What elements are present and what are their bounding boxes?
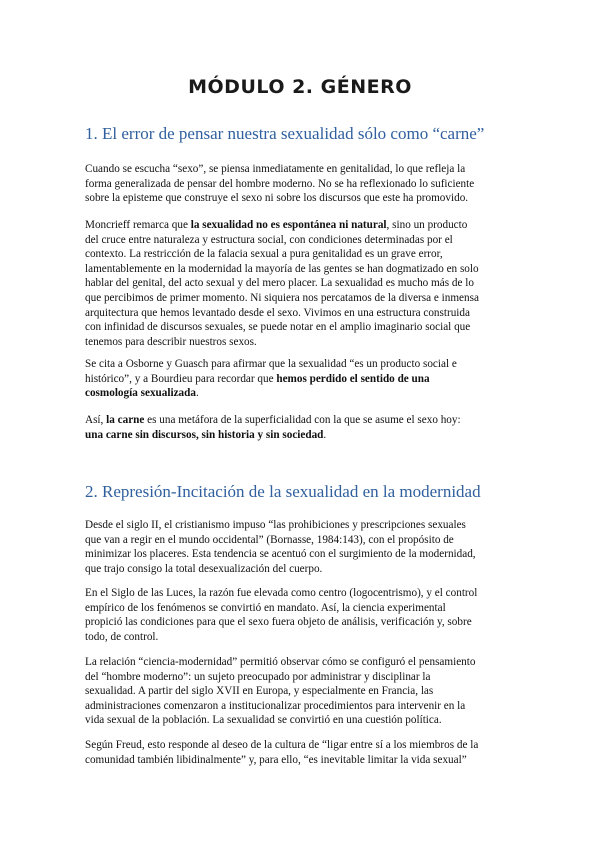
text-line: contexto. La restricción de la falacia sexual a pura genitalidad es un grave error, [85, 248, 443, 261]
section-1-paragraph-4 [85, 413, 512, 442]
text-line: vida sexual de la población. La sexualidad se convirtió en una cuestión política. [85, 714, 442, 727]
section-1-paragraph-2 [85, 218, 512, 349]
text-line: empírico de los fenómenos se convirtió en mandato. Así, la ciencia experimental [85, 601, 446, 614]
text-line: lamentablemente en la modernidad la mayoría de las gentes se han dogmatizado en solo [85, 262, 479, 275]
text-line: comunidad también libidinalmente” y, para ello, “es inevitable limitar la vida sexual” [85, 753, 467, 766]
text-line: administraciones comenzaron a institucionalizar procedimientos para intervenir en la [85, 699, 466, 712]
text-line: Según Freud, esto responde al deseo de la cultura de “ligar entre sí a los miembros de la [85, 739, 479, 751]
section-2-paragraph-4 [85, 738, 512, 767]
text-line: En el Siglo de las Luces, la razón fue elevada como centro (logocentrismo), y el control [85, 587, 478, 599]
text-line [85, 386, 512, 401]
text-line: arquitectura que hemos levantado desde el sexo. Vivimos en una estructura construida [85, 306, 470, 319]
text-line: tenemos para describir nuestros sexos. [85, 335, 257, 348]
text-line: que percibimos de primer momento. Ni siquiera nos percatamos de la diversa e inmensa [85, 291, 479, 304]
bold-text: una carne sin discursos, sin historia y sin sociedad [85, 428, 324, 441]
text-line: Cuando se escucha “sexo”, se piensa inmediatamente en genitalidad, lo que refleja la [85, 163, 466, 175]
text-line: del cruce entre naturaleza y estructura social, con condiciones determinadas por el [85, 233, 453, 246]
text-line: del “hombre moderno”: un sujeto preocupado por administrar y disciplinar la [85, 670, 431, 683]
text-line [85, 218, 512, 233]
text-line: todo, de control. [85, 630, 159, 643]
text-run: Moncrieff remarca que [85, 219, 191, 231]
text-line: hablar del genital, del acto sexual y del mero placer. La sexualidad es mucho más de lo [85, 277, 474, 290]
bold-text: cosmología sexualizada [85, 387, 196, 400]
text-line: forma generalizada de pensar del hombre moderno. No se ha reflexionado lo suficiente [85, 177, 475, 190]
text-line: que trajo consigo la total desexualización del cuerpo. [85, 562, 323, 575]
text-line: con infinidad de discursos sexuales, se puede notar en el amplio imaginario social que [85, 321, 471, 334]
text-line: Desde el siglo II, el cristianismo impuso “las prohibiciones y prescripciones sexuales [85, 519, 466, 531]
bold-text: la sexualidad no es espontánea ni natural [190, 219, 387, 231]
text-run: Así, [85, 414, 107, 426]
section-1-paragraph-1 [85, 162, 512, 206]
text-line: minimizar los placeres. Esta tendencia se acentuó con el surgimiento de la modernidad, [85, 548, 476, 561]
text-run: , sino un producto [386, 219, 468, 231]
page-title: MÓDULO 2. GÉNERO [188, 76, 412, 98]
section-1-heading: 1. El error de pensar nuestra sexualidad sólo como “carne” [85, 124, 485, 143]
text-line: que van a regir en el mundo occidental” (Bornasse, 1984:143), con el propósito de [85, 533, 454, 546]
text-line: La relación “ciencia-modernidad” permitió observar cómo se configuró el pensamiento [85, 656, 476, 668]
text-run: es una metáfora de la superficialidad con la que se asume el sexo hoy: [144, 414, 461, 426]
section-2-heading: 2. Represión-Incitación de la sexualidad en la modernidad [85, 482, 481, 501]
text-line [85, 428, 512, 443]
text-line: sexualidad. A partir del siglo XVII en Europa, y especialmente en Francia, las [85, 685, 434, 698]
text-run: histórico”, y a Bourdieu para recordar que [85, 372, 277, 385]
text-run: . [195, 387, 199, 400]
text-line: propició las condiciones para que el sexo fuera objeto de análisis, verificación y, sobre [85, 616, 472, 629]
text-line [85, 372, 512, 387]
section-1-paragraph-3 [85, 357, 512, 401]
section-2-paragraph-2 [85, 586, 512, 644]
bold-text: hemos perdido el sentido de una [276, 372, 430, 385]
bold-text: la carne [106, 414, 145, 426]
section-2-paragraph-1 [85, 518, 512, 576]
text-run: . [323, 428, 327, 441]
text-line: Se cita a Osborne y Guasch para afirmar que la sexualidad “es un producto social e [85, 358, 457, 370]
text-line [85, 413, 512, 428]
section-2-paragraph-3 [85, 655, 512, 728]
text-line: sobre la episteme que construye el sexo ni sobre los discursos que este ha promovido. [85, 192, 469, 205]
